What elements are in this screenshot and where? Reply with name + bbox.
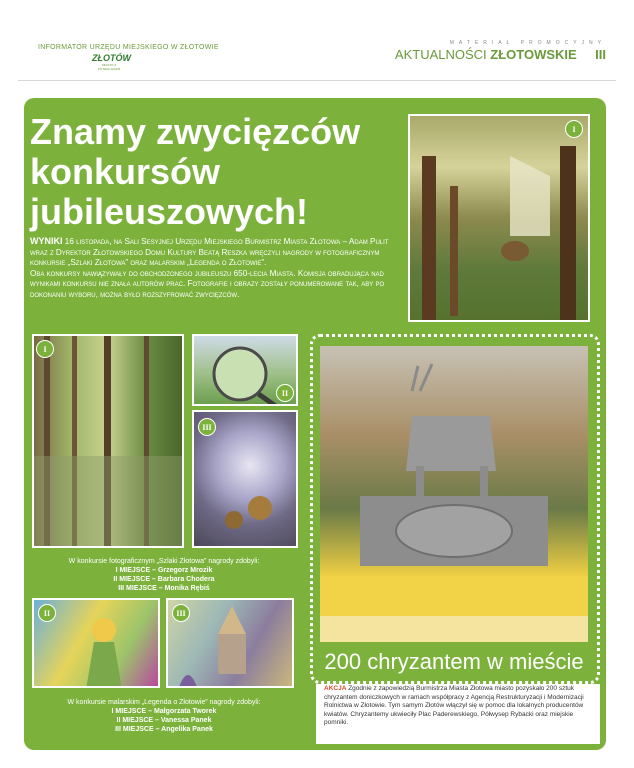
feature-headline: 200 chryzantem w mieście [320, 646, 588, 678]
feature-article [324, 685, 594, 728]
painting-trees-icon [410, 116, 590, 322]
photo-place-2: II MIEJSCE – Barbara Chodera [113, 576, 215, 583]
place-badge-paint1: II [38, 604, 56, 622]
deer-statue-photo [320, 346, 588, 642]
zlotow-logo [92, 53, 131, 73]
photo-contest-results [32, 557, 296, 593]
intro-text: 16 listopada, na Sali Sesyjnej Urzędu Miejskiego Burmistrz Miasta Złotowa – Adam Pulit wraz z Dyrektor Złotowskiego Domu Kultury Beatą Reszka wręczyli nagrody w fotograficznym konkursie „Szlaki Złotowa” oraz malarskim „Legenda o Złotowie”. [30, 237, 389, 268]
place-badge-lens: II [276, 384, 294, 402]
article-kicker: AKCJA [324, 685, 347, 692]
place-badge-paint2: III [172, 604, 190, 622]
place-badge-painting-top: I [565, 120, 583, 138]
paint-place-1: I MIEJSCE – Małgorzata Tworek [111, 708, 217, 715]
place-badge-forest: I [36, 340, 54, 358]
place-badge-smoke: III [198, 418, 216, 436]
section-title-bold: ZŁOTOWSKIE [490, 47, 577, 62]
paint-place-2: II MIEJSCE – Vanessa Panek [116, 717, 212, 724]
section-title [395, 47, 577, 62]
header-divider [18, 80, 616, 81]
intro-paragraph [30, 236, 408, 301]
intro-lead: WYNIKI [30, 236, 63, 246]
page-title: Znamy zwycięzców konkursów jubileuszowych! [30, 111, 361, 232]
logo-text: ZŁOTÓW [92, 53, 131, 63]
page-number: III [595, 47, 606, 62]
masthead-left [38, 44, 238, 71]
photo-place-3: III MIEJSCE – Monika Rębiś [118, 585, 210, 592]
promo-label: MATERIAŁ PROMOCYJNY [449, 40, 606, 46]
informator-label: INFORMATOR URZĘDU MIEJSKIEGO W ZŁOTOWIE [38, 44, 219, 51]
logo-subtitle: MIASTO Z POTENCJAŁEM [97, 63, 121, 71]
section-title-normal: AKTUALNOŚCI [394, 47, 491, 62]
masthead-right [395, 40, 606, 64]
photo-place-1: I MIEJSCE – Grzegorz Mrozik [115, 567, 213, 574]
article-body: Zgodnie z zapowiedzią Burmistrza Miasta Złotowa miasto pozyskało 200 sztuk chryzantem doniczkowych w ramach współpracy z Agencją Restrukturyzacji i Modernizacji Rolnictwa w Złotowie. Tym samym Złotów włączył się w pomoc dla lokalnych producentów kwiatów. Chryzantemy ukwieciły Plac Paderewskiego, Półwysep Rybacki oraz miejskie pomniki. [324, 685, 584, 727]
forest-trees-icon [34, 336, 184, 548]
deer-statue-icon [320, 346, 588, 642]
paint-results-intro: W konkursie malarskim „Legenda o Złotowie” nagrody zdobyli: [67, 699, 261, 706]
paint-place-3: III MIEJSCE – Angelika Panek [115, 726, 213, 733]
intro-text-2: Oba konkursy nawiązywały do obchodzonego jubileuszu 650-lecia Miasta. Komisja obradująca nad wynikami konkursu nie znała autorów prac. Fotografie i obrazy zostały ponumerowane tak, aby po dokonaniu wyboru, można było rozszyfrować zwycięzców. [30, 268, 385, 299]
photo-results-intro: W konkursie fotograficznym „Szlaki Złotowa” nagrody zdobyli: [68, 558, 260, 565]
forest-photo [32, 334, 184, 548]
paint-contest-results [32, 698, 296, 734]
legend-painting-first [408, 114, 590, 322]
